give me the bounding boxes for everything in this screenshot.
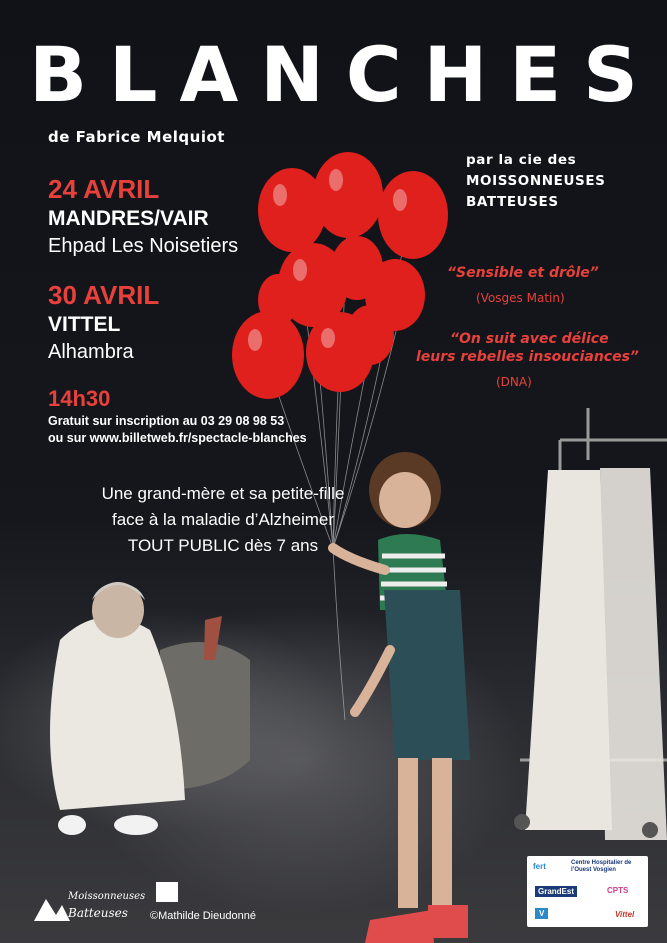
partner-logo-hospital: Centre Hospitalier de l’Ouest Vosgien [571,860,632,873]
performance-date: 30 AVRIL [48,280,160,310]
partner-logo-fert: fert [533,862,546,871]
press-source: (DNA) [496,375,532,389]
press-quote: “Sensible et drôle” [447,265,599,281]
performance-venue: Alhambra [48,341,134,363]
svg-text:Moissonneuses: Moissonneuses [68,891,146,902]
grandmother-figure [50,582,185,835]
audience-label: TOUT PUBLIC dès 7 ans [127,536,319,555]
company-line-3: BATTEUSES [466,194,559,210]
booking-line-2: ou sur www.billetweb.fr/spectacle-blanches [48,431,307,445]
author-line: de Fabrice Melquiot [48,128,225,146]
partner-logo-vittel: Vittel [615,910,635,919]
photo-credit: ©Mathilde Dieudonné [150,910,256,922]
press-quote: “On suit avec délice [450,331,609,347]
rack-wheel [514,814,530,830]
press-source: (Vosges Matin) [476,291,565,305]
performance-2 [48,280,159,364]
tagline-line-1: Une grand-mère et sa petite-fille [101,484,345,503]
performance-city: MANDRES/VAIR [48,207,209,230]
svg-text:Batteuses: Batteuses [68,906,128,920]
performance-venue: Ehpad Les Noisetiers [48,235,239,257]
press-quote: leurs rebelles insouciances” [416,349,639,365]
performance-date: 24 AVRIL [48,174,160,204]
partner-logos-panel [527,856,648,927]
partner-logo-grandest: GrandEst [535,886,577,897]
booking-line-1: Gratuit sur inscription au 03 29 08 98 53 [48,414,285,428]
tagline-line-2: face à la maladie d’Alzheimer [111,510,335,529]
partner-logo-v: V [535,908,548,919]
company-line-1: par la cie des [466,152,577,168]
show-time: 14h30 [48,386,111,411]
partner-logo-small [156,882,178,902]
company-logo [32,885,150,923]
white-dresses [525,468,667,840]
company-line-2: MOISSONNEUSES [466,173,606,189]
performance-1 [48,174,238,258]
company-credit [466,150,606,213]
show-title: BLANCHES [29,30,660,119]
performance-city: VITTEL [48,313,121,336]
partner-logo-cpts: CPTS [607,886,629,895]
